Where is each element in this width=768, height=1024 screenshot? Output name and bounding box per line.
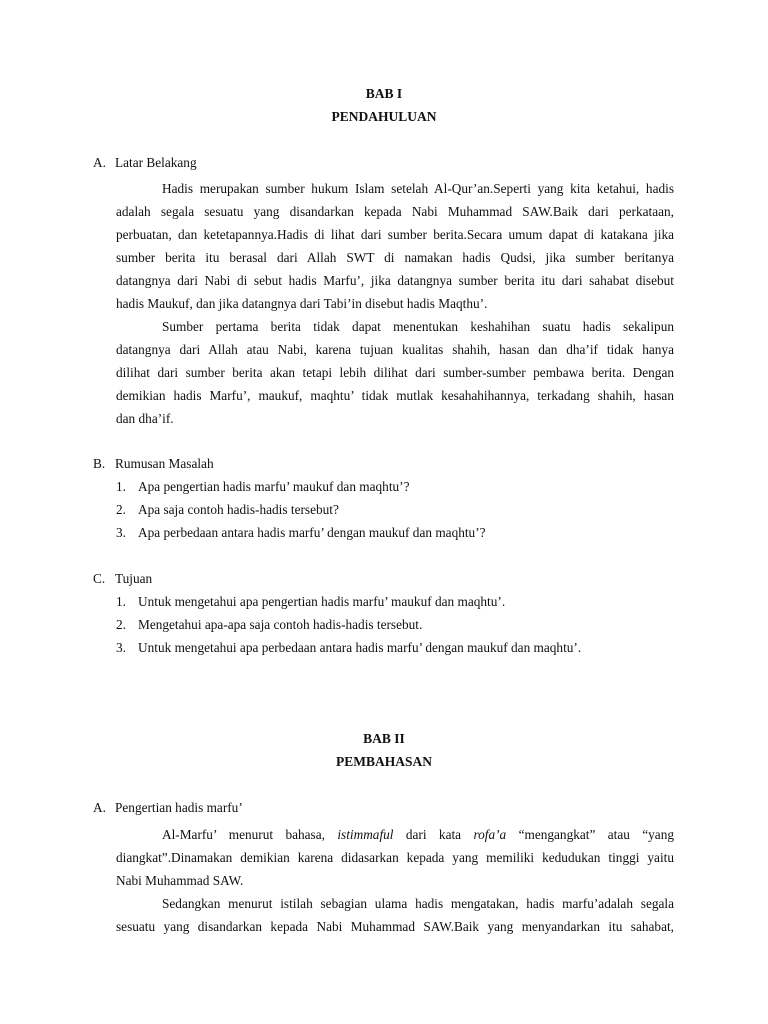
paragraph-line: diangkat”.Dinamakan demikian karena didasarkan kepada yang memiliki kedudukan tinggi yaitu [116, 850, 674, 865]
chapter-subtitle: PEMBAHASAN [335, 754, 432, 769]
list-number: 3. [116, 525, 126, 540]
paragraph-line: datangnya dari Allah atau Nabi, karena tujuan kualitas shahih, hasan dan dha’if tidak hanya [116, 342, 674, 357]
paragraph-line: dilihat dari sumber berita akan tetapi lebih dilihat dari sumber-sumber pembawa berita. Dengan [116, 365, 674, 380]
italic-term: istimmaful [337, 827, 394, 842]
section-letter: C. [93, 571, 106, 586]
paragraph-line: sesuatu yang disandarkan kepada Nabi Muhammad SAW.Baik yang menyandarkan itu sahabat, [116, 919, 674, 934]
section-heading-tujuan [93, 571, 152, 587]
list-text: Apa perbedaan antara hadis marfu’ dengan maukuf dan maqhtu’? [138, 525, 486, 540]
list-item [116, 594, 505, 610]
paragraph-line: hadis Maukuf, dan jika datangnya dari Tabi’in disebut hadis Maqthu’. [116, 296, 488, 311]
list-number: 1. [116, 479, 126, 494]
paragraph-line: Hadis merupakan sumber hukum Islam setelah Al-Qur’an.Seperti yang kita ketahui, hadis [162, 181, 674, 196]
list-item [116, 617, 422, 633]
paragraph-latar-belakang-1 [116, 177, 674, 315]
paragraph-line: Nabi Muhammad SAW. [116, 873, 244, 888]
paragraph-line: adalah segala sesuatu yang disandarkan kepada Nabi Muhammad SAW.Baik dari perkataan, [116, 204, 674, 219]
list-number: 1. [116, 594, 126, 609]
text-run: dari kata [393, 827, 474, 842]
section-heading-rumusan-masalah [93, 456, 214, 472]
paragraph-pengertian-2 [116, 892, 674, 938]
paragraph-latar-belakang-2 [116, 315, 674, 430]
list-item [116, 525, 486, 541]
section-heading-text: Latar Belakang [115, 155, 197, 170]
section-heading-latar-belakang [93, 155, 197, 171]
chapter-title: BAB I [365, 86, 403, 101]
paragraph-line: Sedangkan menurut istilah sebagian ulama hadis mengatakan, hadis marfu’adalah segala [162, 896, 674, 911]
paragraph-pengertian-1 [116, 823, 674, 892]
paragraph-line: demikian hadis Marfu’, maukuf, maqhtu’ tidak mutlak kesahahihannya, terkadang shahih, hasan [116, 388, 674, 403]
text-run: “mengangkat” atau “yang [506, 827, 675, 842]
paragraph-line: sumber berita itu berasal dari Allah SWT di namakan hadis Qudsi, jika sumber beritanya [116, 250, 674, 265]
paragraph-line: datangnya dari Nabi di sebut hadis Marfu’, jika datangnya sumber berita itu dari sahabat disebut [116, 273, 674, 288]
section-letter: A. [93, 155, 106, 170]
list-number: 2. [116, 502, 126, 517]
section-heading-pengertian [93, 800, 243, 816]
list-text: Untuk mengetahui apa perbedaan antara hadis marfu’ dengan maukuf dan maqhtu’. [138, 640, 582, 655]
list-item [116, 640, 581, 656]
list-number: 2. [116, 617, 126, 632]
list-text: Untuk mengetahui apa pengertian hadis marfu’ maukuf dan maqhtu’. [138, 594, 506, 609]
paragraph-line [116, 823, 674, 846]
list-text: Apa pengertian hadis marfu’ maukuf dan maqhtu’? [138, 479, 410, 494]
list-item [116, 479, 410, 495]
paragraph-line: Sumber pertama berita tidak dapat menentukan keshahihan suatu hadis sekalipun [162, 319, 674, 334]
list-text: Apa saja contoh hadis-hadis tersebut? [138, 502, 339, 517]
section-letter: B. [93, 456, 106, 471]
section-heading-text: Rumusan Masalah [115, 456, 214, 471]
text-run: Al-Marfu’ menurut bahasa, [162, 827, 338, 842]
section-heading-text: Tujuan [115, 571, 153, 586]
list-item [116, 502, 339, 518]
list-text: Mengetahui apa-apa saja contoh hadis-hadis tersebut. [138, 617, 423, 632]
list-number: 3. [116, 640, 126, 655]
italic-term: rofa’a [473, 827, 507, 842]
chapter-subtitle: PENDAHULUAN [331, 109, 437, 124]
section-letter: A. [93, 800, 106, 815]
chapter-title: BAB II [363, 731, 405, 746]
paragraph-line: dan dha’if. [116, 411, 174, 426]
paragraph-line: perbuatan, dan ketetapannya.Hadis di lihat dari sumber berita.Secara umum dapat di katakana jika [116, 227, 674, 242]
section-heading-text: Pengertian hadis marfu’ [115, 800, 243, 815]
